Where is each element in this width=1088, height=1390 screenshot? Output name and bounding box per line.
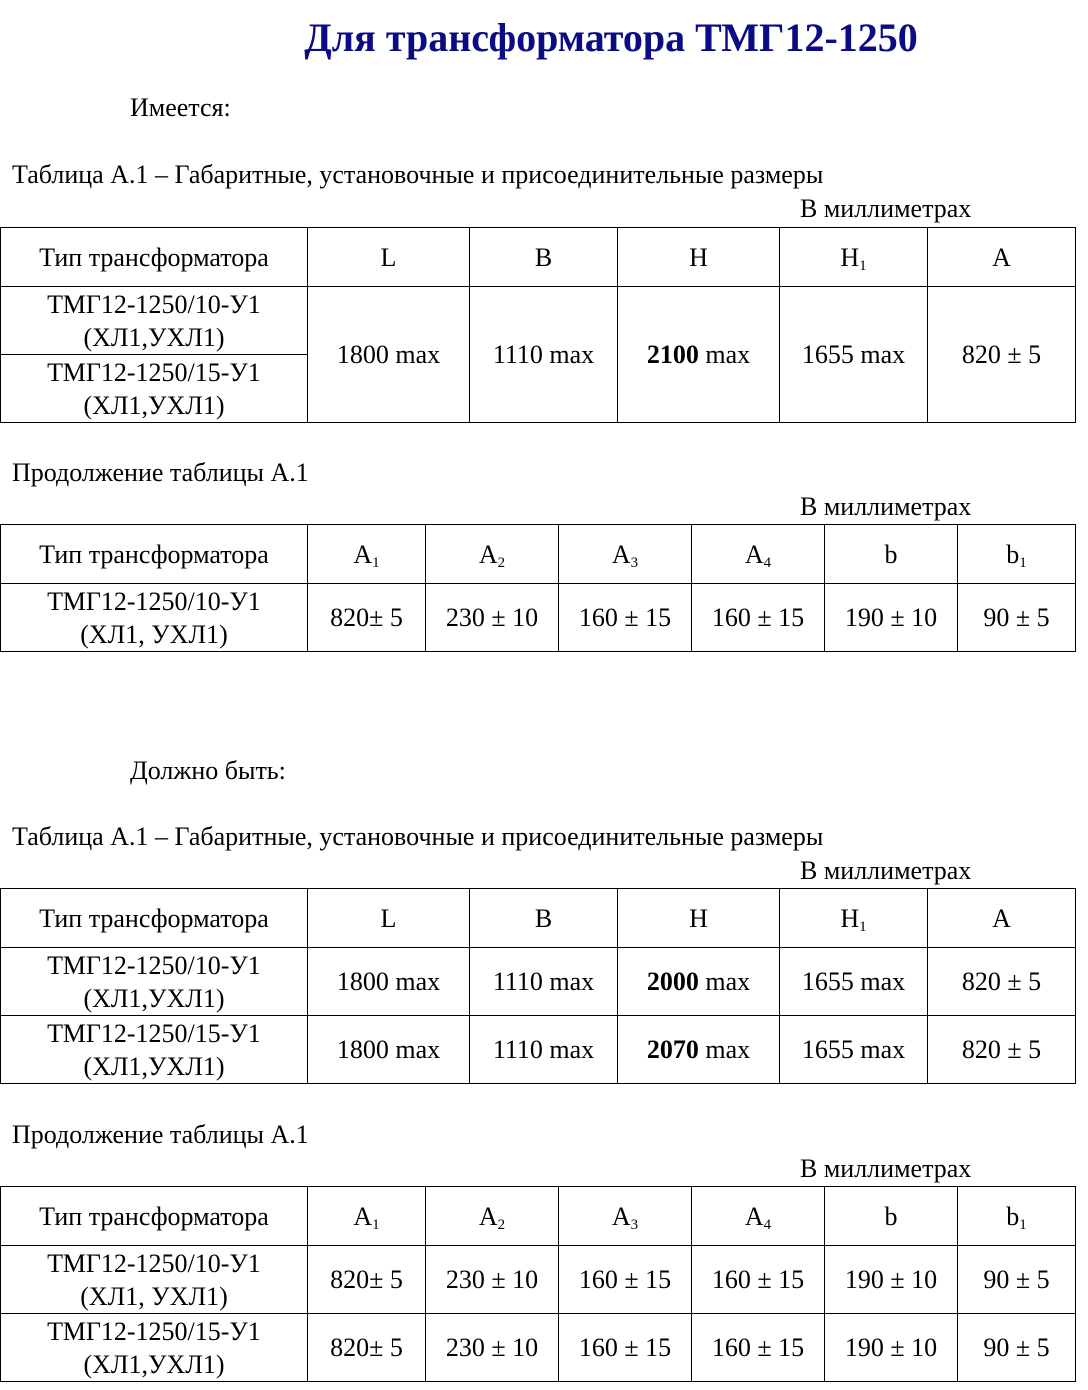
value-cell xyxy=(559,584,692,652)
value-cell xyxy=(958,1246,1076,1314)
value-cell xyxy=(618,1016,780,1084)
dimensions-table-required xyxy=(0,888,1076,1084)
cell-text: max xyxy=(698,967,751,996)
cell-text: H xyxy=(840,903,860,933)
transformer-type-cell xyxy=(1,584,308,652)
column-header xyxy=(958,1187,1076,1246)
cell-text: H xyxy=(689,903,708,933)
subscript: 2 xyxy=(497,554,506,571)
type-line: (ХЛ1,УХЛ1) xyxy=(83,1051,225,1081)
cell-text: max xyxy=(698,1035,751,1064)
cell-text: 1110 max xyxy=(492,967,595,996)
value-cell xyxy=(470,1016,618,1084)
cell-text: 820± 5 xyxy=(330,1333,403,1362)
cell-text: A xyxy=(992,903,1011,933)
cell-text: 1800 max xyxy=(336,1035,441,1064)
value-cell xyxy=(780,1016,928,1084)
value-cell xyxy=(928,948,1076,1016)
document-title: Для трансформатора ТМГ12-1250 xyxy=(304,15,918,60)
value-cell xyxy=(958,1314,1076,1382)
section-heading-current: Имеется: xyxy=(130,93,231,122)
column-header xyxy=(780,228,928,287)
cell-text: A xyxy=(353,539,373,569)
cell-text: 820 ± 5 xyxy=(961,340,1042,369)
value-cell xyxy=(692,1314,825,1382)
cell-text: 160 ± 15 xyxy=(711,1265,805,1294)
value-cell xyxy=(928,1016,1076,1084)
cell-text: 820± 5 xyxy=(330,1265,403,1294)
column-header xyxy=(426,525,559,584)
cell-text: 1800 max xyxy=(336,340,441,369)
column-header xyxy=(1,1187,308,1246)
value-cell xyxy=(825,1246,958,1314)
type-line: (ХЛ1, УХЛ1) xyxy=(80,619,228,649)
cell-text: 160 ± 15 xyxy=(711,603,805,632)
subscript: 1 xyxy=(1019,554,1027,571)
subscript: 1 xyxy=(372,554,380,571)
value-cell xyxy=(928,287,1076,423)
table-row xyxy=(1,948,1076,1016)
subscript: 3 xyxy=(630,554,639,571)
transformer-type-cell xyxy=(1,1016,308,1084)
header-row xyxy=(1,889,1076,948)
value-cell xyxy=(618,948,780,1016)
cell-text: 160 ± 15 xyxy=(578,1333,672,1362)
table-row xyxy=(1,1246,1076,1314)
cell-text: 230 ± 10 xyxy=(445,603,539,632)
column-header xyxy=(618,889,780,948)
cell-text: 90 ± 5 xyxy=(983,1265,1050,1294)
column-header xyxy=(470,228,618,287)
subscript: 2 xyxy=(497,1216,506,1233)
cell-text: max xyxy=(698,340,751,369)
cell-text: Тип трансформатора xyxy=(39,1201,269,1231)
cell-text: 190 ± 10 xyxy=(844,1265,938,1294)
units-label: В миллиметрах xyxy=(800,492,972,521)
value-cell xyxy=(426,1246,559,1314)
column-header xyxy=(1,228,308,287)
subscript: 4 xyxy=(763,554,772,571)
value-cell xyxy=(308,287,470,423)
subscript: 4 xyxy=(763,1216,772,1233)
continuation-caption: Продолжение таблицы А.1 xyxy=(12,458,309,487)
subscript: 1 xyxy=(859,257,867,274)
cell-text: Тип трансформатора xyxy=(39,242,269,272)
dimensions-continuation-table-required xyxy=(0,1186,1076,1382)
cell-text: A xyxy=(353,1201,373,1231)
table-row xyxy=(1,287,1076,355)
subscript: 1 xyxy=(859,918,867,935)
transformer-type-cell xyxy=(1,1314,308,1382)
column-header xyxy=(1,889,308,948)
cell-text: b xyxy=(1006,539,1020,569)
cell-text: 160 ± 15 xyxy=(578,1265,672,1294)
table-row xyxy=(1,584,1076,652)
cell-text: H xyxy=(840,242,860,272)
cell-text: A xyxy=(992,242,1011,272)
cell-text: 1110 max xyxy=(492,340,595,369)
cell-text: Тип трансформатора xyxy=(39,539,269,569)
cell-text: 160 ± 15 xyxy=(578,603,672,632)
cell-text: B xyxy=(534,242,553,272)
cell-text: A xyxy=(478,1201,498,1231)
column-header xyxy=(692,1187,825,1246)
type-line: (ХЛ1,УХЛ1) xyxy=(83,983,225,1013)
value-cell xyxy=(780,287,928,423)
bold-value: 2100 xyxy=(646,340,699,369)
value-cell xyxy=(308,1246,426,1314)
cell-text: 820 ± 5 xyxy=(961,1035,1042,1064)
value-cell xyxy=(958,584,1076,652)
column-header xyxy=(780,889,928,948)
column-header xyxy=(308,525,426,584)
value-cell xyxy=(426,584,559,652)
type-line: (ХЛ1, УХЛ1) xyxy=(80,1281,228,1311)
cell-text: A xyxy=(611,539,631,569)
cell-text: b xyxy=(884,539,898,569)
section-heading-required: Должно быть: xyxy=(130,756,286,785)
column-header xyxy=(928,889,1076,948)
cell-text: 1800 max xyxy=(336,967,441,996)
cell-text: B xyxy=(534,903,553,933)
cell-text: 1655 max xyxy=(801,1035,906,1064)
column-header xyxy=(559,525,692,584)
type-line: ТМГ12-1250/10-У1 xyxy=(47,1248,261,1278)
value-cell xyxy=(825,584,958,652)
bold-value: 2000 xyxy=(646,967,699,996)
type-line: (ХЛ1,УХЛ1) xyxy=(83,390,225,420)
cell-text: L xyxy=(380,242,397,272)
dimensions-table-current xyxy=(0,227,1076,423)
cell-text: A xyxy=(478,539,498,569)
column-header xyxy=(559,1187,692,1246)
type-line: ТМГ12-1250/15-У1 xyxy=(47,1316,261,1346)
cell-text: 1655 max xyxy=(801,340,906,369)
units-label: В миллиметрах xyxy=(800,194,972,223)
column-header xyxy=(308,889,470,948)
cell-text: A xyxy=(611,1201,631,1231)
cell-text: 230 ± 10 xyxy=(445,1265,539,1294)
units-label: В миллиметрах xyxy=(800,856,972,885)
value-cell xyxy=(559,1246,692,1314)
cell-text: 190 ± 10 xyxy=(844,603,938,632)
cell-text: 1655 max xyxy=(801,967,906,996)
column-header xyxy=(618,228,780,287)
transformer-type-cell xyxy=(1,355,308,423)
type-line: ТМГ12-1250/10-У1 xyxy=(47,950,261,980)
transformer-type-cell xyxy=(1,948,308,1016)
value-cell xyxy=(308,1314,426,1382)
header-row xyxy=(1,228,1076,287)
value-cell xyxy=(825,1314,958,1382)
column-header xyxy=(426,1187,559,1246)
cell-text: 820± 5 xyxy=(330,603,403,632)
type-line: ТМГ12-1250/10-У1 xyxy=(47,586,261,616)
units-label: В миллиметрах xyxy=(800,1154,972,1183)
cell-text: 90 ± 5 xyxy=(983,1333,1050,1362)
subscript: 3 xyxy=(630,1216,639,1233)
header-row xyxy=(1,525,1076,584)
transformer-type-cell xyxy=(1,1246,308,1314)
table-row xyxy=(1,1314,1076,1382)
column-header xyxy=(1,525,308,584)
type-line: ТМГ12-1250/15-У1 xyxy=(47,1018,261,1048)
cell-text: H xyxy=(689,242,708,272)
value-cell xyxy=(618,287,780,423)
type-line: ТМГ12-1250/10-У1 xyxy=(47,289,261,319)
column-header xyxy=(825,1187,958,1246)
table-row xyxy=(1,1016,1076,1084)
value-cell xyxy=(559,1314,692,1382)
value-cell xyxy=(470,287,618,423)
cell-text: L xyxy=(380,903,397,933)
cell-text: 1110 max xyxy=(492,1035,595,1064)
cell-text: A xyxy=(744,1201,764,1231)
subscript: 1 xyxy=(1019,1216,1027,1233)
column-header xyxy=(308,1187,426,1246)
header-row xyxy=(1,1187,1076,1246)
value-cell xyxy=(692,1246,825,1314)
column-header xyxy=(470,889,618,948)
cell-text: 190 ± 10 xyxy=(844,1333,938,1362)
column-header xyxy=(692,525,825,584)
continuation-caption: Продолжение таблицы А.1 xyxy=(12,1120,309,1149)
column-header xyxy=(825,525,958,584)
cell-text: 160 ± 15 xyxy=(711,1333,805,1362)
subscript: 1 xyxy=(372,1216,380,1233)
value-cell xyxy=(692,584,825,652)
value-cell xyxy=(780,948,928,1016)
column-header xyxy=(958,525,1076,584)
table-caption: Таблица А.1 – Габаритные, установочные и присоединительные размеры xyxy=(12,822,824,851)
type-line: (ХЛ1,УХЛ1) xyxy=(83,1349,225,1379)
cell-text: 230 ± 10 xyxy=(445,1333,539,1362)
value-cell xyxy=(308,948,470,1016)
value-cell xyxy=(308,1016,470,1084)
transformer-type-cell xyxy=(1,287,308,355)
cell-text: b xyxy=(1006,1201,1020,1231)
dimensions-continuation-table-current xyxy=(0,524,1076,652)
table-caption: Таблица А.1 – Габаритные, установочные и присоединительные размеры xyxy=(12,160,824,189)
cell-text: A xyxy=(744,539,764,569)
cell-text: b xyxy=(884,1201,898,1231)
cell-text: 820 ± 5 xyxy=(961,967,1042,996)
value-cell xyxy=(308,584,426,652)
type-line: (ХЛ1,УХЛ1) xyxy=(83,322,225,352)
value-cell xyxy=(426,1314,559,1382)
cell-text: 90 ± 5 xyxy=(983,603,1050,632)
type-line: ТМГ12-1250/15-У1 xyxy=(47,357,261,387)
column-header xyxy=(928,228,1076,287)
column-header xyxy=(308,228,470,287)
bold-value: 2070 xyxy=(646,1035,699,1064)
cell-text: Тип трансформатора xyxy=(39,903,269,933)
value-cell xyxy=(470,948,618,1016)
